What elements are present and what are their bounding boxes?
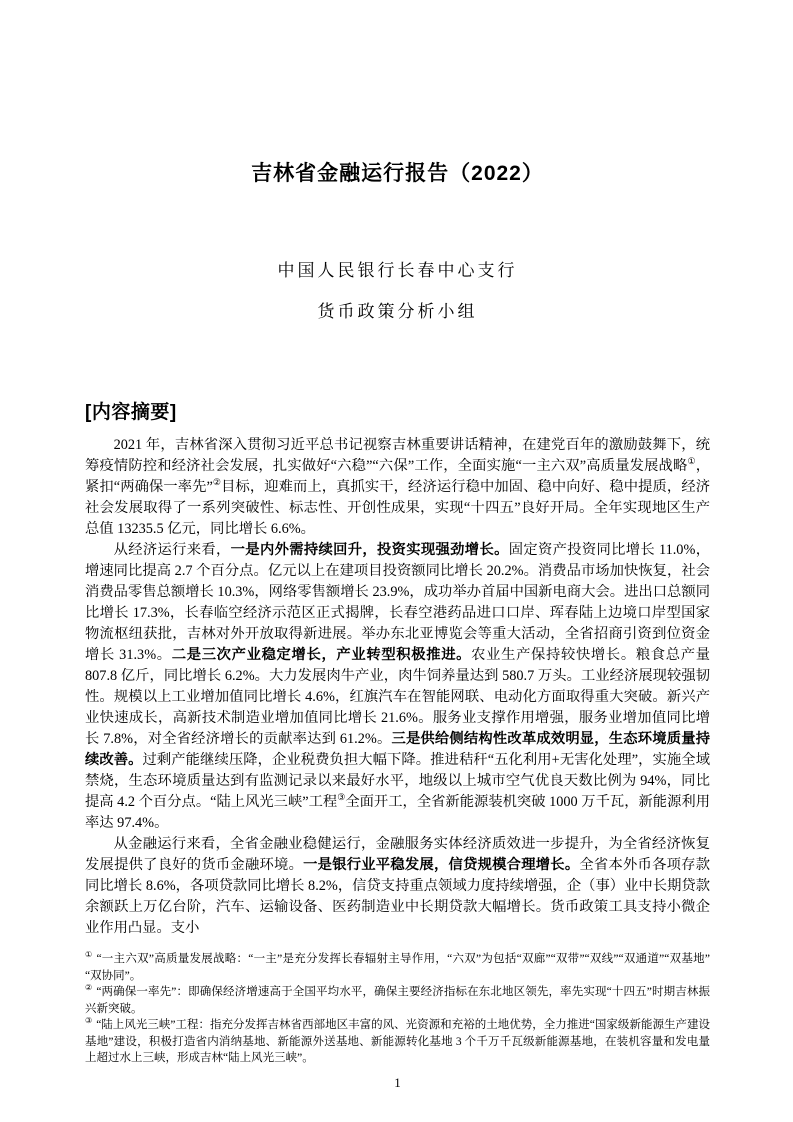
footnote-text: “一主六双”高质量发展战略：“一主”是充分发挥长春辐射主导作用，“六双”为包括“双廊”“双带”“双线”“双通道”“双基地”“双协同”。 [85,953,710,982]
footnote-text: “两确保一率先”：即确保经济增速高于全国平均水平，确保主要经济指标在东北地区领先，率先实现“十四五”时期吉林振兴新突破。 [85,986,711,1015]
body-paragraph: 从金融运行来看，全省金融业稳健运行，金融服务实体经济质效进一步提升，为全省经济恢复发展提供了良好的货币金融环境。一是银行业平稳发展，信贷规模合理增长。全省本外币各项存款同比增长 8.6%，各项贷款同比增长 8.2%，信贷支持重点领域力度持续增强，企（事）业中长期贷款余额跃上万亿台阶，汽车、运输设备、医药制造业中长期贷款大幅增长。货币政策工具支持小微企业作用凸显。支小 [85,836,711,936]
footnote [85,951,710,984]
body-paragraph: 从经济运行来看，一是内外需持续回升，投资实现强劲增长。固定资产投资同比增长 11.0%，增速同比提高 2.7 个百分点。亿元以上在建项目投资额同比增长 20.2%。消费品市场加快恢复，社会消费品零售总额增长 10.3%，网络零售额增长 23.9%，成功举办首届中国新电商大会。进出口总额同比增长 17.3%，长春临空经济示范区正式揭牌，长春空港药品进口口岸、珲春陆上边境口岸型国家物流枢纽获批，吉林对外开放取得新进展。举办东北亚博览会等重大活动，全省招商引资到位资金增长 31.3%。二是三次产业稳定增长，产业转型积极推进。农业生产保持较快增长。粮食总产量 807.8 亿斤，同比增长 6.2%。大力发展肉牛产业，肉牛饲养量达到 580.7 万头。工业经济展现较强韧性。规模以上工业增加值同比增长 4.6%，红旗汽车在智能网联、电动化方面取得重大突破。新兴产业快速成长，高新技术制造业增加值同比增长 21.6%。服务业支撑作用增强，服务业增加值同比增长 7.8%，对全省经济增长的贡献率达到 61.2%。三是供给侧结构性改革成效明显，生态环境质量持续改善。过剩产能继续压降，企业税费负担大幅下降。推进秸秆“五化利用+无害化处理”，实施全域禁烧，生态环境质量达到有监测记录以来最好水平，地级以上城市空气优良天数比例为 94%，同比提高 4.2 个百分点。“陆上风光三峡”工程③全面开工，全省新能源装机突破 1000 万千瓦，新能源利用率达 97.4%。 [85,542,711,831]
author-block [85,260,710,323]
author-group: 货币政策分析小组 [317,302,478,321]
body-paragraph: 2021 年，吉林省深入贯彻习近平总书记视察吉林重要讲话精神，在建党百年的激励鼓舞下，统筹疫情防控和经济社会发展，扎实做好“六稳”“六保”工作，全面实施“一主六双”高质量发展战略①，紧扣“两确保一率先”②目标，迎难而上，真抓实干，经济运行稳中加固、稳中向好、稳中提质，经济社会发展取得了一系列突破性、标志性、开创性成果，实现“十四五”良好开局。全年实现地区生产总值 13235.5 亿元，同比增长 6.6%。 [85,437,710,537]
footnote-reference: ① [687,456,696,467]
footnote [85,1017,710,1067]
author-organization: 中国人民银行长春中心支行 [277,261,518,280]
footnote-reference: ② [212,477,222,488]
footnote-marker: ② [85,983,93,993]
footnote-text: “陆上风光三峡”工程：指充分发挥吉林省西部地区丰富的风、光资源和充裕的土地优势，全力推进“国家级新能源生产建设基地”建设，积极打造省内消纳基地、新能源外送基地、新能源转化基地 3 个千万千瓦级新能源基地，在装机容量和发电量上超过水上三峡，形成吉林“陆上风光三峡”。 [85,1019,711,1064]
footnote-reference: ③ [337,792,346,803]
abstract-body [85,435,710,939]
page-number: 1 [394,1074,401,1090]
abstract-heading: [内容摘要] [85,402,177,423]
footnotes-block [85,951,710,1067]
document-title: 吉林省金融运行报告（2022） [251,162,544,185]
footnote-marker: ③ [85,1016,93,1026]
footnote [85,984,710,1017]
footnote-marker: ① [85,950,93,960]
